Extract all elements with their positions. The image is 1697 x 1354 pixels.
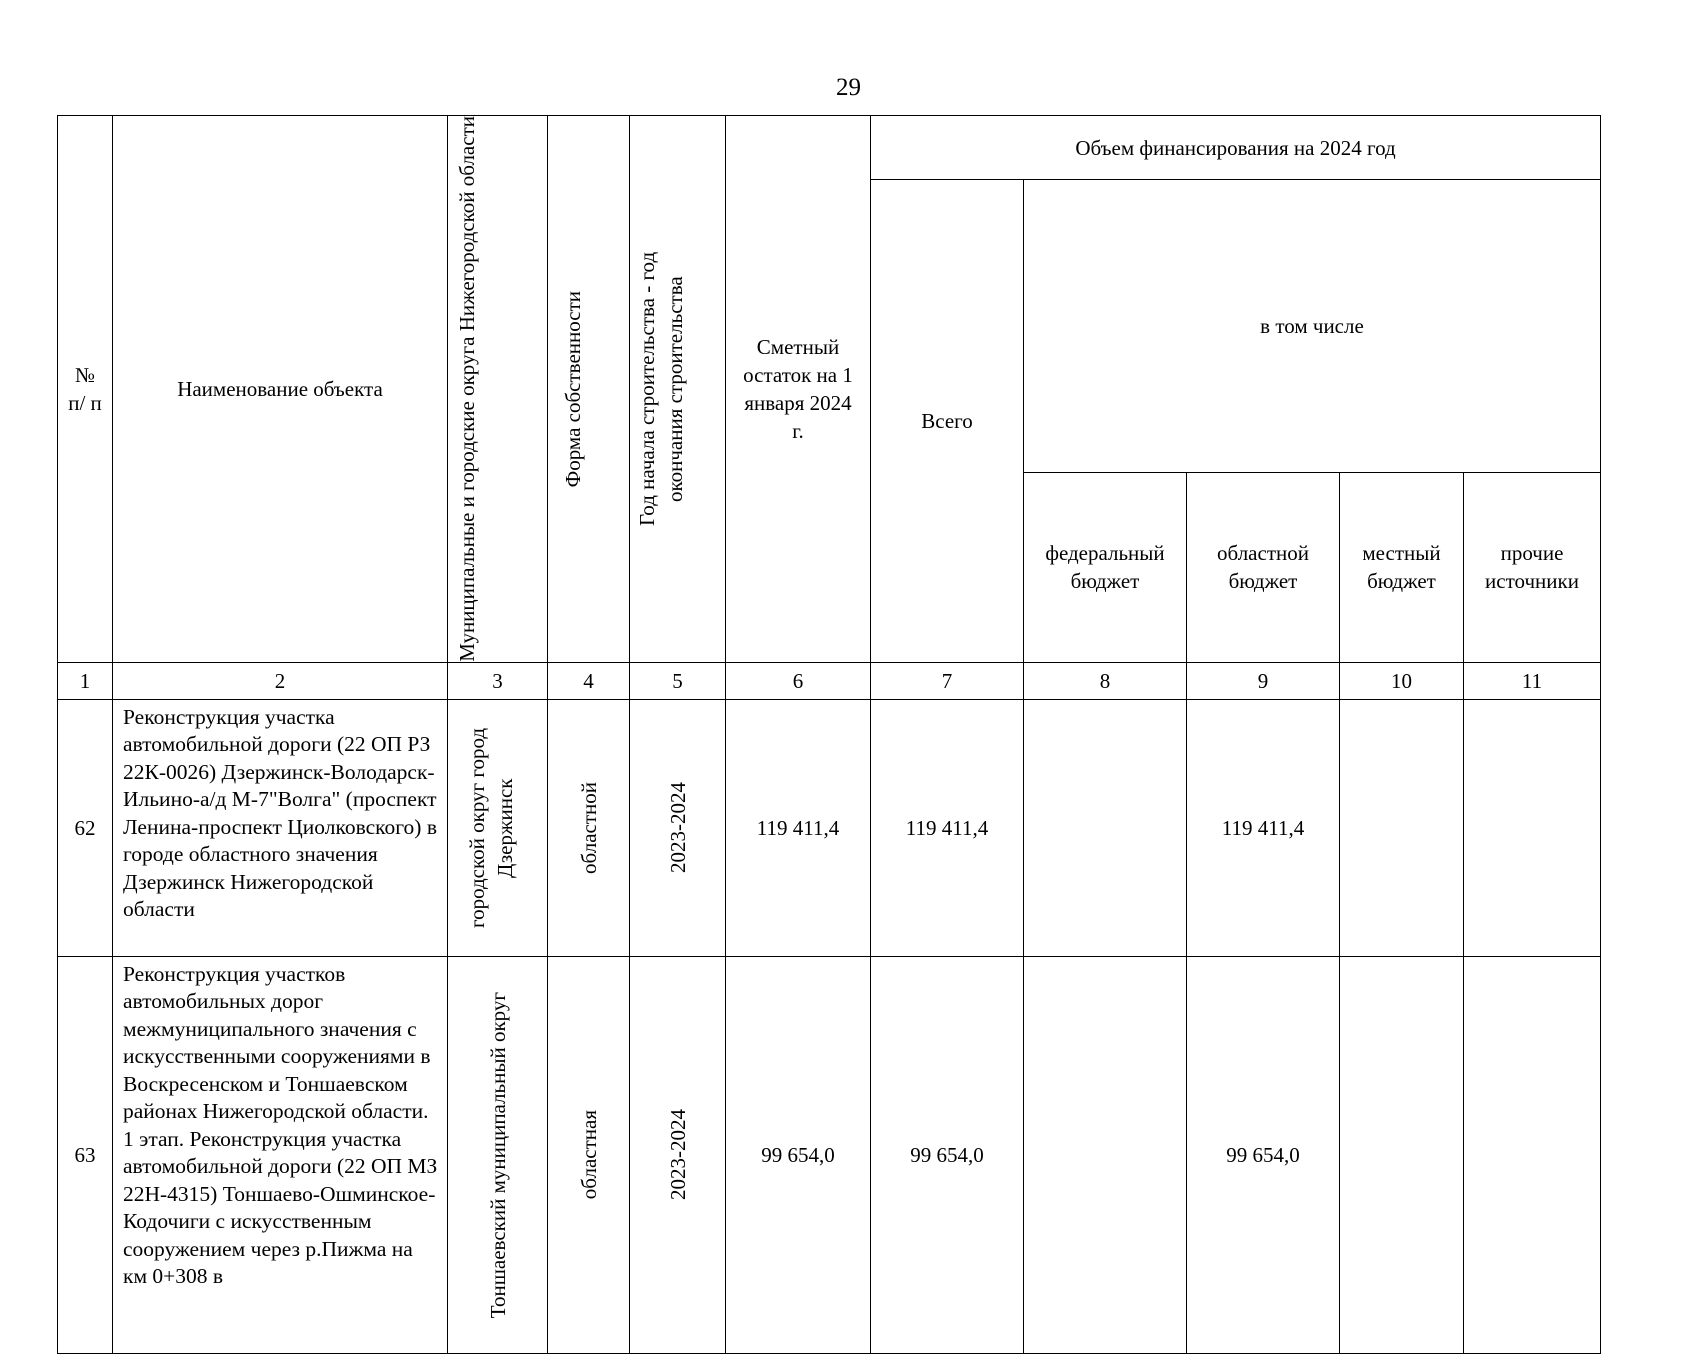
column-numbers-row	[58, 662, 1601, 699]
header-number-label: № п/ п	[68, 362, 102, 415]
table-row	[58, 956, 1601, 1353]
column-number: 5	[630, 662, 726, 699]
column-number: 8	[1024, 662, 1187, 699]
header-federal-label: федеральный бюджет	[1045, 541, 1165, 594]
header-ownership-label: Форма собственности	[560, 290, 585, 488]
local-cell	[1340, 699, 1464, 956]
header-municipality-label: Муниципальные и городские округа Нижегородской области	[454, 116, 479, 662]
header-local-label: местный бюджет	[1362, 541, 1441, 594]
column-number: 10	[1340, 662, 1464, 699]
row-number: 62	[58, 699, 113, 956]
other-cell	[1464, 956, 1601, 1353]
financing-table	[57, 115, 1601, 1354]
column-number: 9	[1187, 662, 1340, 699]
column-number: 7	[871, 662, 1024, 699]
object-name: Реконструкция участка автомобильной дороги (22 ОП РЗ 22К-0026) Дзержинск-Володарск-Ильино-а/д М-7"Волга" (проспект Ленина-проспект Циолковского) в городе областного значения Дзержинск Нижегородской области	[113, 699, 448, 956]
header-name: Наименование объекта	[113, 116, 448, 663]
municipality-cell	[448, 699, 548, 956]
column-number: 1	[58, 662, 113, 699]
header-local	[1340, 472, 1464, 662]
object-name: Реконструкция участков автомобильных дорог межмуниципального значения с искусственными сооружениями в Воскресенском и Тоншаевском районах Нижегородской области. 1 этап. Реконструкция участка автомобильной дороги (22 ОП МЗ 22Н-4315) Тоншаево-Ошминское-Кодочиги с искусственным сооружением через р.Пижма на км 0+308 в	[113, 956, 448, 1353]
municipality-text: городской округ город Дзержинск	[464, 727, 517, 928]
total-cell: 99 654,0	[871, 956, 1024, 1353]
years-text: 2023-2024	[665, 782, 690, 874]
header-federal	[1024, 472, 1187, 662]
header-balance	[726, 116, 871, 663]
header-total: Всего	[871, 180, 1024, 663]
header-regional-label: областной бюджет	[1217, 541, 1309, 594]
column-number: 6	[726, 662, 871, 699]
header-financing: Объем финансирования на 2024 год	[871, 116, 1601, 180]
header-years-label: Год начала строительства - год окончания строительства	[634, 251, 687, 526]
ownership-text: областной	[576, 781, 601, 874]
regional-cell: 119 411,4	[1187, 699, 1340, 956]
header-years	[630, 116, 726, 663]
years-text: 2023-2024	[665, 1109, 690, 1201]
municipality-cell	[448, 956, 548, 1353]
column-number: 11	[1464, 662, 1601, 699]
balance-cell: 119 411,4	[726, 699, 871, 956]
regional-cell: 99 654,0	[1187, 956, 1340, 1353]
federal-cell	[1024, 699, 1187, 956]
years-cell	[630, 699, 726, 956]
column-number: 3	[448, 662, 548, 699]
header-number	[58, 116, 113, 663]
column-number: 2	[113, 662, 448, 699]
header-municipality	[448, 116, 548, 663]
page-number: 29	[836, 74, 861, 101]
table-row	[58, 699, 1601, 956]
ownership-cell	[548, 699, 630, 956]
header-including: в том числе	[1024, 180, 1601, 473]
header-other-label: прочие источники	[1485, 541, 1579, 594]
ownership-cell	[548, 956, 630, 1353]
ownership-text: областная	[576, 1110, 601, 1200]
row-number: 63	[58, 956, 113, 1353]
local-cell	[1340, 956, 1464, 1353]
header-row-1	[58, 116, 1601, 180]
federal-cell	[1024, 956, 1187, 1353]
other-cell	[1464, 699, 1601, 956]
column-number: 4	[548, 662, 630, 699]
municipality-text: Тоншаевский муниципальный округ	[485, 991, 510, 1318]
header-other	[1464, 472, 1601, 662]
years-cell	[630, 956, 726, 1353]
header-regional	[1187, 472, 1340, 662]
balance-cell: 99 654,0	[726, 956, 871, 1353]
header-balance-label: Сметный остаток на 1 января 2024 г.	[743, 334, 853, 443]
header-ownership	[548, 116, 630, 663]
total-cell: 119 411,4	[871, 699, 1024, 956]
